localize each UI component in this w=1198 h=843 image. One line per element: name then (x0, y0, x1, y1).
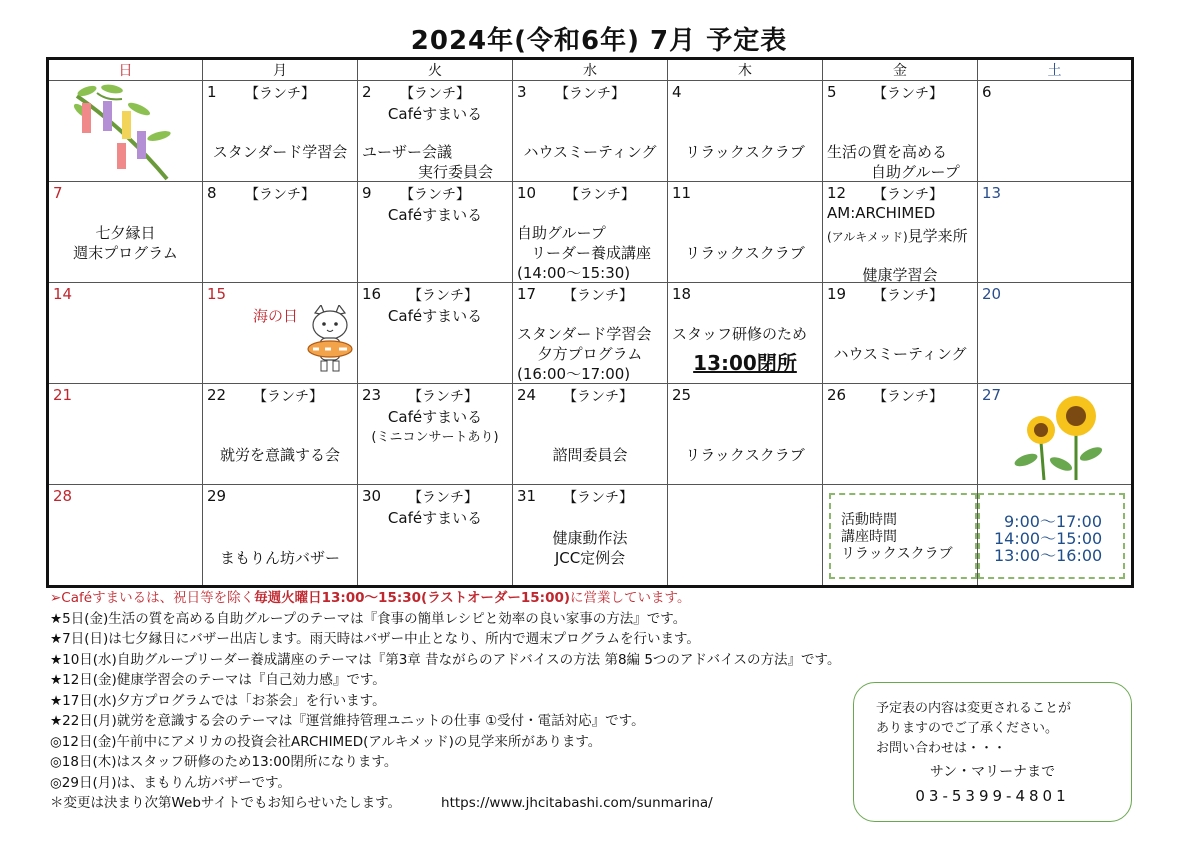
lunch-label: 【ランチ】 (873, 187, 943, 203)
day-number: 25 (672, 386, 692, 404)
lunch-label: 【ランチ】 (245, 86, 315, 102)
day-number: 31 (517, 487, 537, 505)
day-cell-10 (513, 182, 668, 283)
day-cell-27 (978, 384, 1133, 485)
event-mini-concert: (ミニコンサートあり) (371, 430, 499, 445)
day-cell-1 (203, 81, 358, 182)
event-umi-no-hi: 海の日 (253, 307, 299, 325)
event-cafe: Caféすまいる (387, 105, 483, 123)
event-quality-2: 自助グループ (871, 163, 960, 181)
day-number: 17 (517, 285, 537, 303)
day-number: 11 (672, 184, 692, 202)
day-number: 3 (517, 83, 527, 101)
day-cell-17 (513, 283, 668, 384)
tanabata-bamboo-icon (67, 81, 177, 181)
day-number: 6 (982, 83, 992, 101)
lunch-label: 【ランチ】 (408, 288, 478, 304)
day-cell-23 (358, 384, 513, 485)
day-cell-21 (48, 384, 203, 485)
cafe-note-hours: 毎週火曜日13:00〜15:30(ラストオーダー15:00) (254, 590, 571, 606)
event-staff-training: スタッフ研修のため (672, 325, 808, 343)
hours-values-box (978, 493, 1125, 579)
day-cell-4 (668, 81, 823, 182)
cafe-note-intro: ➢Caféすまいるは、祝日等を除く (50, 590, 255, 606)
event-archimed: AM:ARCHIMED (827, 204, 936, 222)
day-number: 18 (672, 285, 692, 303)
activity-hours-label: 活動時間 (841, 512, 897, 528)
day-cell-24 (513, 384, 668, 485)
day-cell-8 (203, 182, 358, 283)
hours-values-cell (978, 485, 1133, 587)
day-cell-7 (48, 182, 203, 283)
event-house-meeting: ハウスミーティング (833, 345, 967, 363)
event-leader-time: (14:00〜15:30) (517, 264, 631, 282)
weekday-thu: 木 (668, 59, 823, 81)
day-number: 1 (207, 83, 217, 101)
day-cell-20 (978, 283, 1133, 384)
day-cell-26 (823, 384, 978, 485)
day-number: 19 (827, 285, 847, 303)
event-cafe: Caféすまいる (387, 206, 483, 224)
event-work-meeting: 就労を意識する会 (219, 446, 340, 464)
cafe-note-end: に営業しています。 (570, 590, 691, 606)
web-notice: ＊変更は決まり次第Webサイトでもお知らせいたします。 (50, 795, 402, 811)
event-evening-time: (16:00〜17:00) (517, 365, 631, 383)
day-cell-18 (668, 283, 823, 384)
weekday-header (48, 59, 1133, 81)
event-evening-program: 夕方プログラム (537, 345, 643, 363)
day-number: 14 (53, 285, 73, 303)
calendar-table (46, 57, 1134, 588)
lunch-label: 【ランチ】 (563, 490, 633, 506)
day-number: 26 (827, 386, 847, 404)
day-cell-31 (513, 485, 668, 587)
lunch-label: 【ランチ】 (400, 86, 470, 102)
day-number: 5 (827, 83, 837, 101)
page-title: 2024年(令和6年) 7月 予定表 (410, 26, 788, 56)
day-cell-2 (358, 81, 513, 182)
weekday-wed: 水 (513, 59, 668, 81)
activity-hours-value: 9:00〜17:00 (1004, 512, 1103, 531)
event-cafe: Caféすまいる (387, 509, 483, 527)
week-row (48, 283, 1133, 384)
day-cell-13 (978, 182, 1133, 283)
day-number: 2 (362, 83, 372, 101)
note-item: ★10日(水)自助グループリーダー養成講座のテーマは『第3章 昔ながらのアドバイスの方法 第8編 5つのアドバイスの方法』です。 (50, 651, 841, 668)
day-number: 22 (207, 386, 227, 404)
day-number: 12 (827, 184, 847, 202)
event-quality-1: 生活の質を高める (827, 143, 948, 161)
lunch-label: 【ランチ】 (245, 187, 315, 203)
event-mamorin-bazaar: まもりん坊バザー (219, 549, 340, 567)
lunch-label: 【ランチ】 (565, 187, 635, 203)
weekday-fri: 金 (823, 59, 978, 81)
day-cell-11 (668, 182, 823, 283)
day-number: 30 (362, 487, 382, 505)
relax-hours-label: リラックスクラブ (841, 546, 953, 562)
sunflower-icon (996, 394, 1116, 480)
event-leader-course: リーダー養成講座 (531, 244, 652, 262)
note-item: ◎18日(木)はスタッフ研修のため13:00閉所になります。 (50, 754, 398, 770)
event-relax-club: リラックスクラブ (685, 446, 805, 464)
course-hours-label: 講座時間 (841, 529, 897, 545)
event-advisory: 諮問委員会 (552, 446, 628, 464)
event-cafe: Caféすまいる (387, 408, 483, 426)
day-number: 8 (207, 184, 217, 202)
event-weekend-program: 週末プログラム (73, 244, 178, 262)
lunch-label: 【ランチ】 (408, 490, 478, 506)
event-tanabata: 七夕縁日 (95, 224, 156, 242)
website-url[interactable]: https://www.jhcitabashi.com/sunmarina/ (441, 795, 713, 811)
event-jijo-group: 自助グループ (517, 224, 606, 242)
day-cell-28 (48, 485, 203, 587)
day-number: 10 (517, 184, 537, 202)
note-item: ★12日(金)健康学習会のテーマは『自己効力感』です。 (50, 672, 386, 688)
event-archimed-kana: (アルキメッド) (827, 230, 908, 244)
day-cell-6 (978, 81, 1133, 182)
week-row (48, 485, 1133, 587)
day-cell-3 (513, 81, 668, 182)
lunch-label: 【ランチ】 (873, 288, 943, 304)
day-cell-5 (823, 81, 978, 182)
day-cell-14 (48, 283, 203, 384)
day-number: 13 (982, 184, 1002, 202)
weekday-mon: 月 (203, 59, 358, 81)
event-visit: 見学来所 (907, 227, 968, 245)
event-relax-club: リラックスクラブ (685, 244, 805, 262)
contact-line-2: ありますのでご了承ください。 (876, 721, 1059, 736)
contact-line-1: 予定表の内容は変更されることが (876, 701, 1072, 716)
day-number: 21 (53, 386, 73, 404)
hours-labels-box (829, 493, 977, 579)
day-number: 27 (982, 386, 1002, 404)
day-cell-29 (203, 485, 358, 587)
course-hours-value: 14:00〜15:00 (994, 529, 1103, 548)
event-relax-club: リラックスクラブ (685, 143, 805, 161)
day-number: 9 (362, 184, 372, 202)
day-cell-9 (358, 182, 513, 283)
event-jcc: JCC定例会 (554, 549, 626, 567)
contact-box (853, 682, 1132, 822)
note-item: ★17日(水)夕方プログラムでは「お茶会」を行います。 (50, 692, 386, 709)
day-cell-30 (358, 485, 513, 587)
notes-section (50, 588, 850, 814)
note-item: ◎29日(月)は、まもりん坊バザーです。 (50, 774, 291, 791)
week-row (48, 81, 1133, 182)
note-item: ★7日(日)は七夕縁日にバザー出店します。雨天時はバザー中止となり、所内で週末プログラムを行います。 (50, 631, 700, 647)
lunch-label: 【ランチ】 (873, 389, 943, 405)
day-number: 23 (362, 386, 382, 404)
day-number: 20 (982, 285, 1002, 303)
day-cell-25 (668, 384, 823, 485)
event-user-meeting: ユーザー会議 (362, 143, 453, 161)
event-health-exercise: 健康動作法 (552, 529, 628, 547)
event-closing-time: 13:00閉所 (693, 351, 797, 375)
note-item: ★5日(金)生活の質を高める自助グループのテーマは『食事の簡単レシピと効率の良い家事の方法』です。 (50, 610, 687, 627)
lunch-label: 【ランチ】 (408, 389, 478, 405)
contact-name: サン・マリーナまで (929, 764, 1056, 780)
note-item: ★22日(月)就労を意識する会のテーマは『運営維持管理ユニットの仕事 ①受付・電話対応』です。 (50, 713, 645, 729)
day-number: 15 (207, 285, 227, 303)
week-row (48, 182, 1133, 283)
day-cell-empty (48, 81, 203, 182)
weekday-tue: 火 (358, 59, 513, 81)
lunch-label: 【ランチ】 (400, 187, 470, 203)
event-cafe: Caféすまいる (387, 307, 483, 325)
note-item: ◎12日(金)午前中にアメリカの投資会社ARCHIMED(アルキメッド)の見学来所があります。 (50, 733, 602, 750)
cafe-note (50, 588, 850, 609)
day-number: 16 (362, 285, 382, 303)
day-cell-12 (823, 182, 978, 283)
day-number: 7 (53, 184, 63, 202)
day-cell-19 (823, 283, 978, 384)
hours-labels-cell (823, 485, 978, 587)
note-item-web (50, 793, 850, 814)
day-cell-22 (203, 384, 358, 485)
day-number: 29 (207, 487, 227, 505)
day-cell-15 (203, 283, 358, 384)
week-row (48, 384, 1133, 485)
day-cell-16 (358, 283, 513, 384)
weekday-sat: 土 (978, 59, 1133, 81)
event-house-meeting: ハウスミーティング (523, 143, 657, 161)
lunch-label: 【ランチ】 (563, 288, 633, 304)
contact-phone[interactable]: 03-5399-4801 (915, 787, 1070, 805)
relax-hours-value: 13:00〜16:00 (994, 546, 1103, 565)
day-number: 28 (53, 487, 73, 505)
lunch-label: 【ランチ】 (873, 86, 943, 102)
event-exec-committee: 実行委員会 (418, 163, 494, 181)
lunch-label: 【ランチ】 (555, 86, 625, 102)
event-standard: スタンダード学習会 (517, 325, 652, 343)
lunch-label: 【ランチ】 (253, 389, 323, 405)
lunch-label: 【ランチ】 (563, 389, 633, 405)
event-standard: スタンダード学習会 (212, 143, 348, 161)
day-number: 24 (517, 386, 537, 404)
contact-line-3: お問い合わせは・・・ (876, 741, 1007, 756)
day-cell-empty (668, 485, 823, 587)
day-number: 4 (672, 83, 682, 101)
weekday-sun: 日 (48, 59, 203, 81)
event-health: 健康学習会 (862, 266, 938, 284)
cat-with-swim-ring-icon (305, 305, 355, 375)
